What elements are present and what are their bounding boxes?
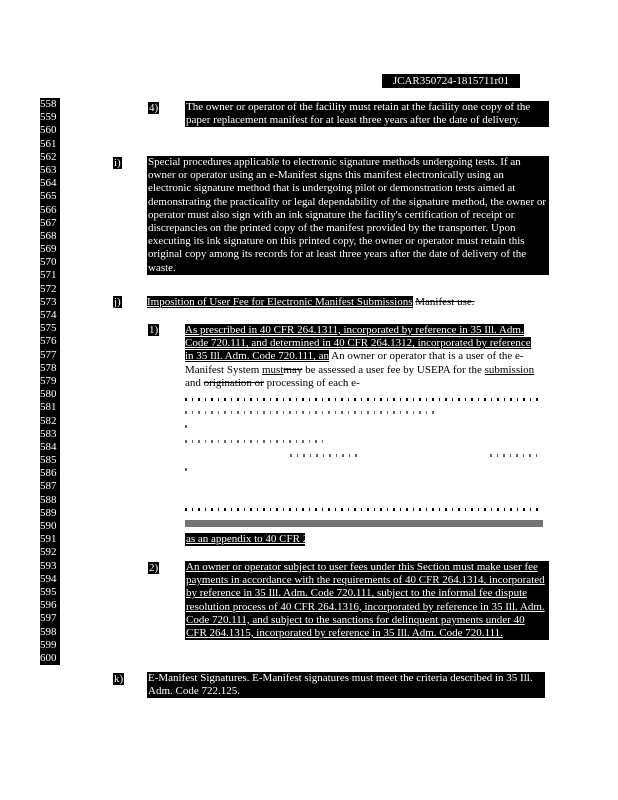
line-number: 589 [40,506,57,519]
j1-text-c: and [185,376,204,389]
scan-noise [185,468,191,471]
line-number: 586 [40,467,57,480]
line-number: 592 [40,546,57,559]
scan-noise [185,425,191,428]
item-marker-j2: 2) [149,562,159,574]
line-number: 559 [40,111,57,124]
line-number: 591 [40,533,57,546]
line-number: 563 [40,163,57,176]
j1-text-a: An owner or operator that is a user of the e-Manifest System [185,350,524,376]
line-number: 596 [40,599,57,612]
line-number: 585 [40,454,57,467]
scan-noise [185,508,543,511]
line-number: 564 [40,177,57,190]
line-number: 579 [40,374,57,387]
line-number: 558 [40,98,57,110]
scan-noise [290,454,360,457]
line-number: 560 [40,124,57,137]
item-marker-j1: 1) [149,324,159,336]
line-number: 565 [40,190,57,203]
scan-noise [185,411,435,414]
line-number: 588 [40,493,57,506]
line-number: 587 [40,480,57,493]
paragraph-4-retain-copy: The owner or operator of the facility must retain at the facility one copy of the paper replacement manifest for at least three years after the date of delivery. [185,101,549,127]
appendix-reference: as an appendix to 40 CFR 262. [186,533,322,545]
scan-noise [185,398,543,401]
line-number: 576 [40,335,57,348]
line-number: 600 [40,651,57,664]
paragraph-j2-fee-payments: An owner or operator subject to user fees under this Section must make user fee payments in accordance with the requirements of 40 CFR 264.1314, incorporated by reference in 35 Ill. Adm. Code 720.111, subject to the informal fee dispute resolution process of 40 CFR 264.1316, incorporated by reference in 35 Ill. Adm. Code 720.111, and subject to the sanctions for delinquent payments under 40 CFR 264.1315, incorporated by reference in 35 Ill. Adm. Code 720.111. [185,561,549,640]
line-number: 562 [40,150,57,163]
line-number: 595 [40,585,57,598]
line-number: 598 [40,625,57,638]
line-number: 570 [40,256,57,269]
user-fee-heading: Imposition of User Fee for Electronic Manifest Submissions [147,296,413,308]
scan-noise [185,440,325,443]
item-marker-j: j) [114,296,121,308]
paragraph-k-signatures: E-Manifest Signatures. E-Manifest signatures must meet the criteria described in 35 Ill. Adm. Code 722.125. [147,672,545,698]
line-number: 568 [40,229,57,242]
line-number: 572 [40,282,57,295]
line-number: 561 [40,137,57,150]
line-number: 594 [40,572,57,585]
line-number: 580 [40,388,57,401]
line-number: 575 [40,322,57,335]
j1-inserted-must: must [262,363,284,376]
line-number: 584 [40,440,57,453]
item-marker-i: i) [114,157,121,169]
j1-struck-may: may [283,363,303,376]
j1-text-b: be assessed a user fee by USEPA for the [302,363,485,376]
line-number: 573 [40,295,57,308]
line-number: 583 [40,427,57,440]
paragraph-j-heading [147,296,549,309]
line-number: 567 [40,216,57,229]
struck-text: Manifest use. [415,296,475,308]
line-number: 590 [40,520,57,532]
line-number: 566 [40,203,57,216]
line-number: 574 [40,309,57,321]
line-number: 582 [40,414,57,427]
line-number-gutter [40,98,60,665]
j1-inserted-submission: submission [484,363,535,376]
j1-struck-origination: origination or [203,376,264,389]
line-number: 571 [40,269,57,282]
line-number: 581 [40,401,57,414]
j1-text-d: processing of each e- [263,376,360,389]
line-number: 569 [40,243,57,256]
line-number: 597 [40,612,57,625]
document-id: JCAR350724-1815711r01 [382,74,520,88]
scan-smudge [185,520,543,527]
line-number: 599 [40,638,57,651]
item-marker-4: 4) [149,102,159,114]
line-number: 593 [40,559,57,572]
j1-underlined-text: As prescribed in 40 CFR 264.1311, incorporated by reference in 35 Ill. Adm. Code 720.111, and determined in 40 CFR 264.1312, incorporated by reference in 35 Ill. Adm. Code 720.111, an [185,324,531,363]
line-number: 578 [40,361,57,374]
scan-noise [490,454,540,457]
paragraph-i-electronic-signature: Special procedures applicable to electronic signature methods undergoing tests. If an owner or operator using an e-Manifest signs this manifest electronically using an electronic signature method that is undergoing pilot or demonstration tests aimed at demonstrating the practicality or legal dependability of the signature method, the owner or operator must also sign with an ink signature the facility's certification of receipt or discrepancies on the printed copy of the manifest provided by the transporter. Upon executing its ink signature on this printed copy, the owner or operator must retain this original copy among its records for at least three years after the date of delivery of the waste. [147,156,549,275]
item-marker-k: k) [114,673,124,685]
paragraph-j1-user-fee [185,324,541,390]
line-number: 577 [40,348,57,361]
